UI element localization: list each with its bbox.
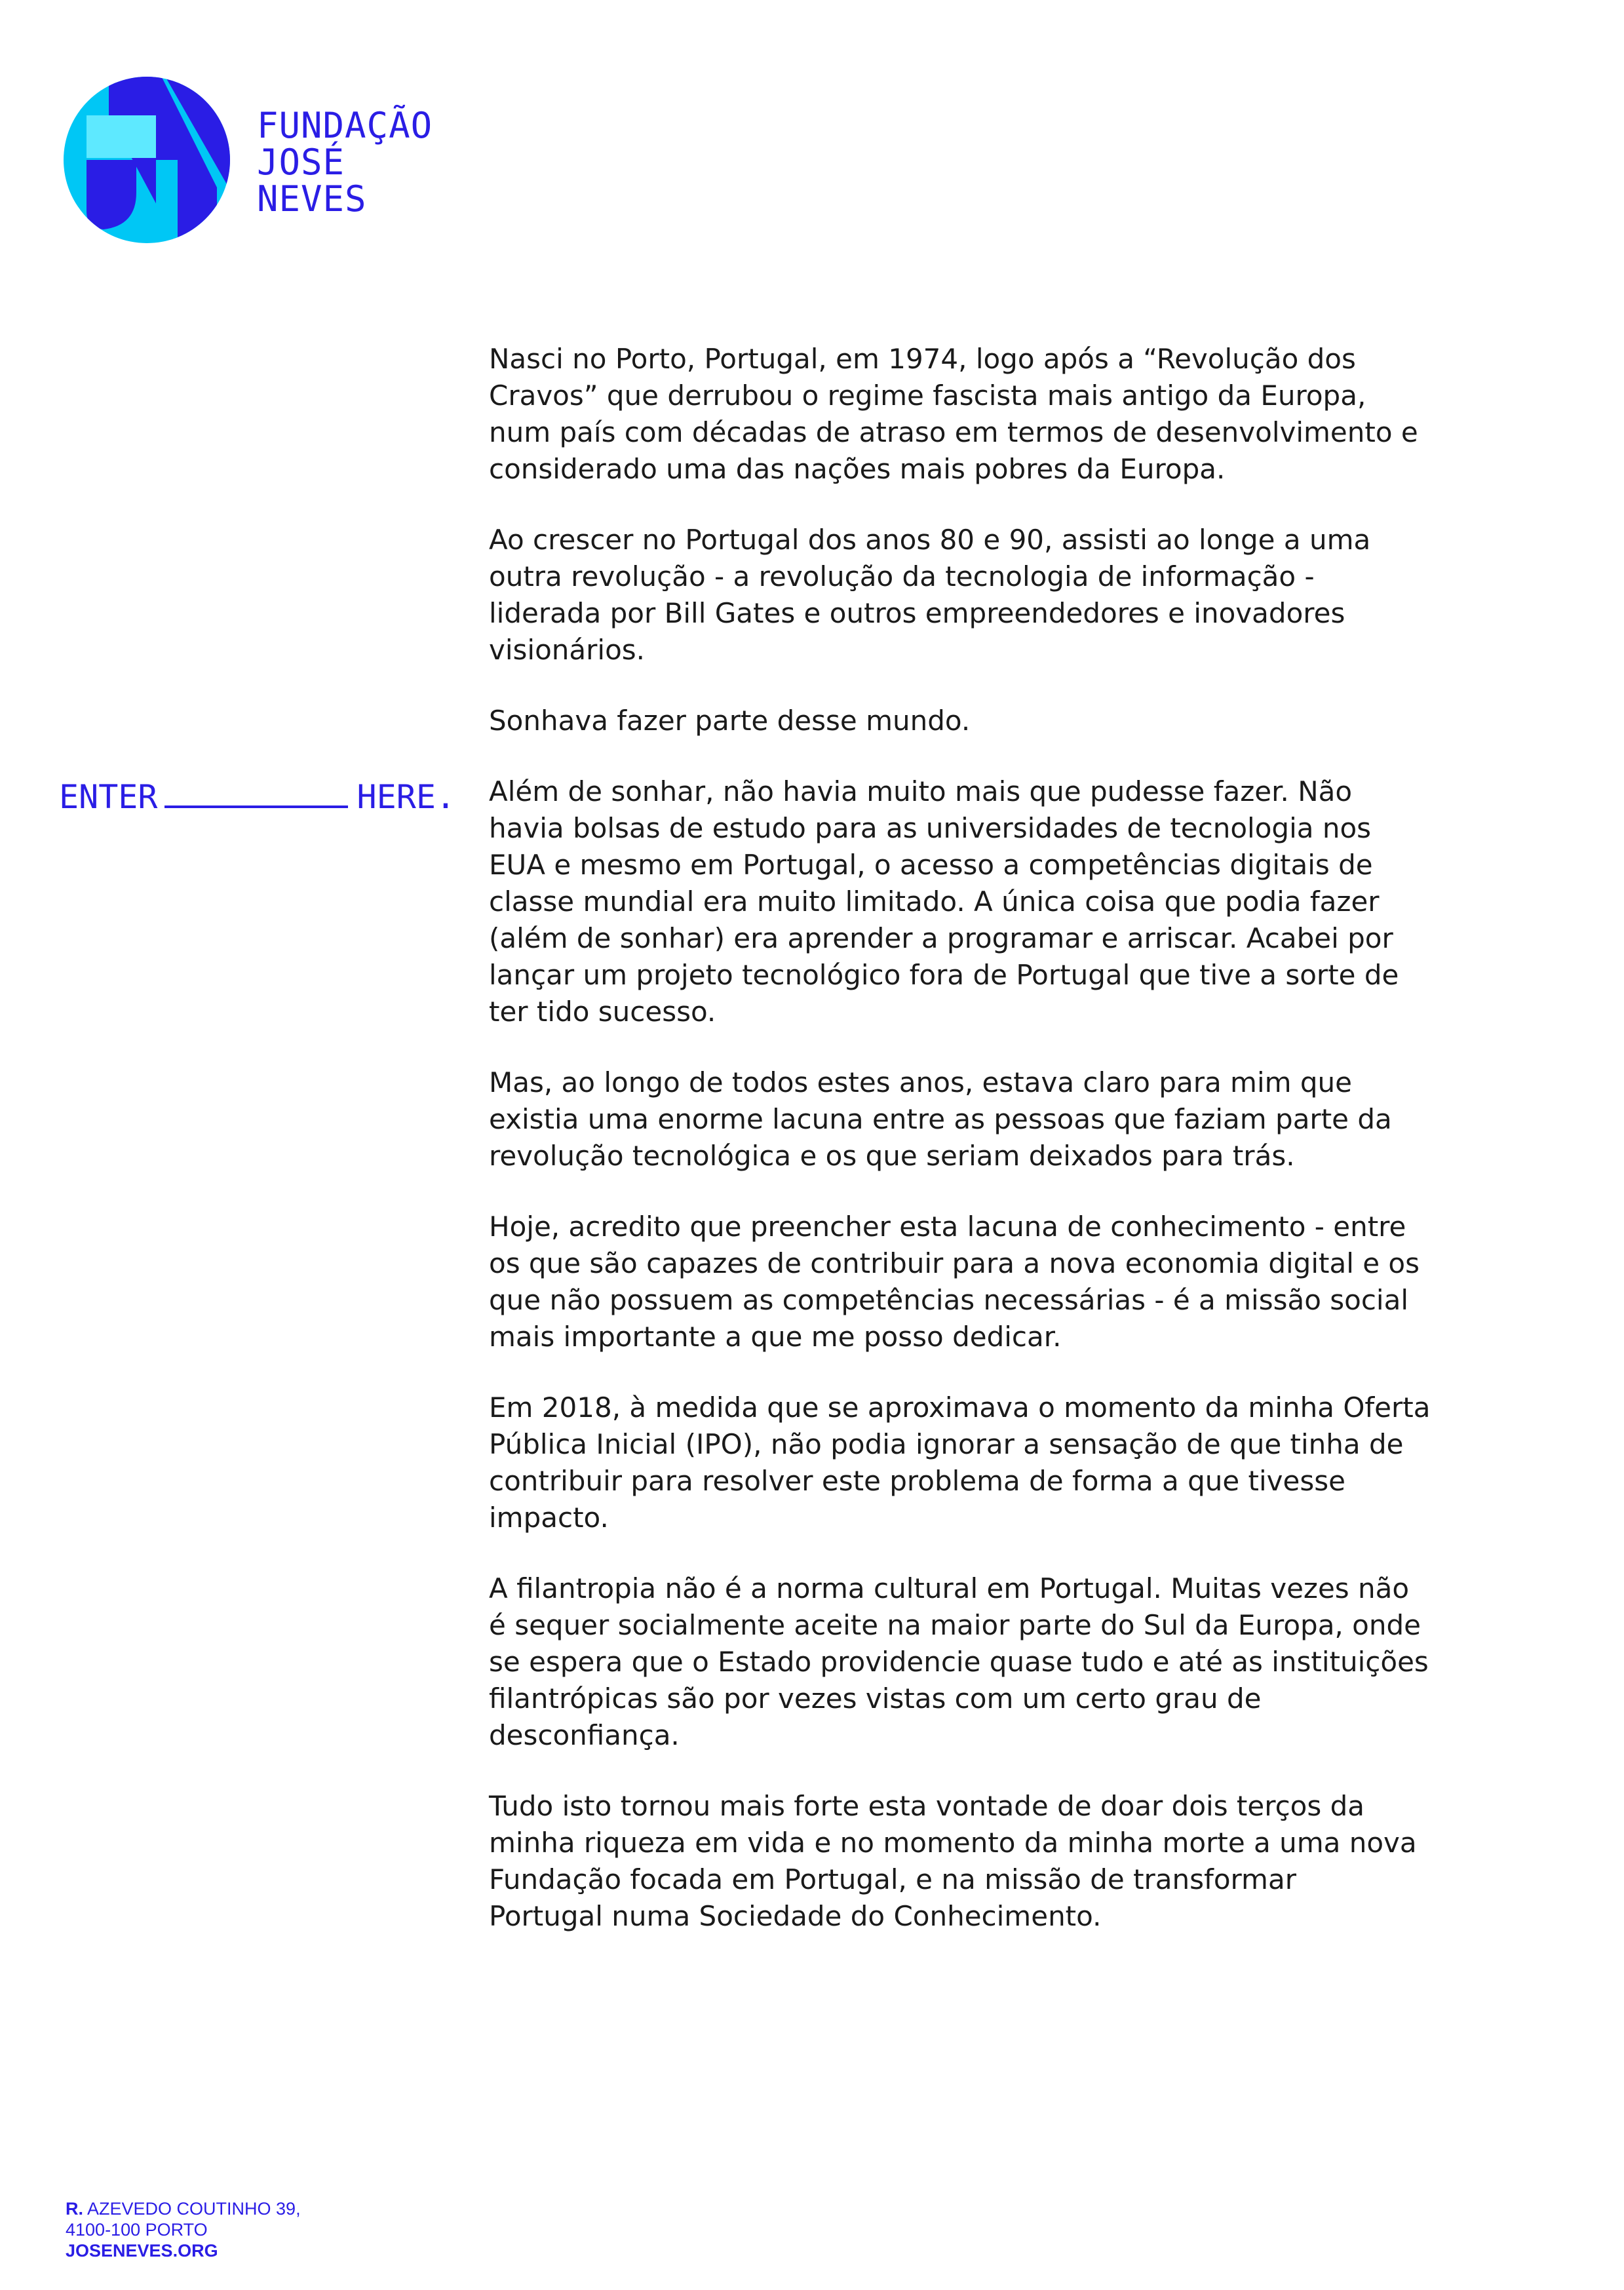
letter-body: [489, 341, 1459, 1969]
foundation-name-line-2: JOSÉ: [257, 142, 345, 183]
tagline-right: HERE.: [357, 778, 456, 816]
footer-website: [66, 2240, 301, 2261]
foundation-name: [257, 107, 433, 218]
paragraph-2: Ao crescer no Portugal dos anos 80 e 90, assisti ao longe a uma outra revolução - a revolução da tecnologia de informação - liderada por Bill Gates e outros empreendedores e inovadores visionários.: [489, 524, 1371, 666]
paragraph-4: Além de sonhar, não havia muito mais que pudesse fazer. Não havia bolsas de estudo para as universidades de tecnologia nos EUA e mesmo em Portugal, o acesso a competências digitais de classe mundial era muito limitado. A única coisa que podia fazer (além de sonhar) era aprender a programar e arriscar. Acabei por lançar um projeto tecnológico fora de Portugal que tive a sorte de ter tido sucesso.: [489, 775, 1399, 1028]
foundation-name-line-1: FUNDAÇÃO: [257, 105, 433, 146]
footer-website-link[interactable]: JOSENEVES.ORG: [66, 2241, 218, 2261]
footer-address: [66, 2198, 301, 2261]
paragraph-7: Em 2018, à medida que se aproximava o momento da minha Oferta Pública Inicial (IPO), não podia ignorar a sensação de que tinha de contribuir para resolver este problema de forma a que tivesse impacto.: [489, 1391, 1431, 1534]
paragraph-6: Hoje, acredito que preencher esta lacuna de conhecimento - entre os que são capazes de contribuir para a nova economia digital e os que não possuem as competências necessárias - é a missão social mais importante a que me posso dedicar.: [489, 1211, 1420, 1353]
tagline: [59, 777, 455, 817]
paragraph-8: A filantropia não é a norma cultural em Portugal. Muitas vezes não é sequer socialmente aceite na maior parte do Sul da Europa, onde se espera que o Estado providencie quase tudo e até as instituições filantrópicas são por vezes vistas com um certo grau de desconfiança.: [489, 1572, 1429, 1751]
paragraph-5: Mas, ao longo de todos estes anos, estava claro para mim que existia uma enorme lacuna entre as pessoas que faziam parte da revolução tecnológica e os que seriam deixados para trás.: [489, 1066, 1392, 1172]
tagline-left: ENTER: [59, 778, 158, 816]
tagline-rule: [164, 805, 348, 808]
paragraph-1: Nasci no Porto, Portugal, em 1974, logo após a “Revolução dos Cravos” que derrubou o regime fascista mais antigo da Europa, num país com décadas de atraso em termos de desenvolvimento e considerado uma das nações mais pobres da Europa.: [489, 343, 1418, 485]
paragraph-3: Sonhava fazer parte desse mundo.: [489, 705, 971, 737]
foundation-logo: [63, 76, 433, 244]
foundation-name-line-3: NEVES: [257, 178, 367, 220]
footer-street-prefix: R.: [66, 2199, 83, 2219]
foundation-logo-icon: [63, 76, 231, 244]
paragraph-9: Tudo isto tornou mais forte esta vontade de doar dois terços da minha riqueza em vida e no momento da minha morte a uma nova Fundação focada em Portugal, e na missão de transformar Portugal numa Sociedade do Conhecimento.: [489, 1790, 1417, 1932]
footer-street: AZEVEDO COUTINHO 39,: [83, 2199, 301, 2219]
footer-city: 4100-100 PORTO: [66, 2220, 208, 2240]
footer-street-line: [66, 2198, 301, 2219]
